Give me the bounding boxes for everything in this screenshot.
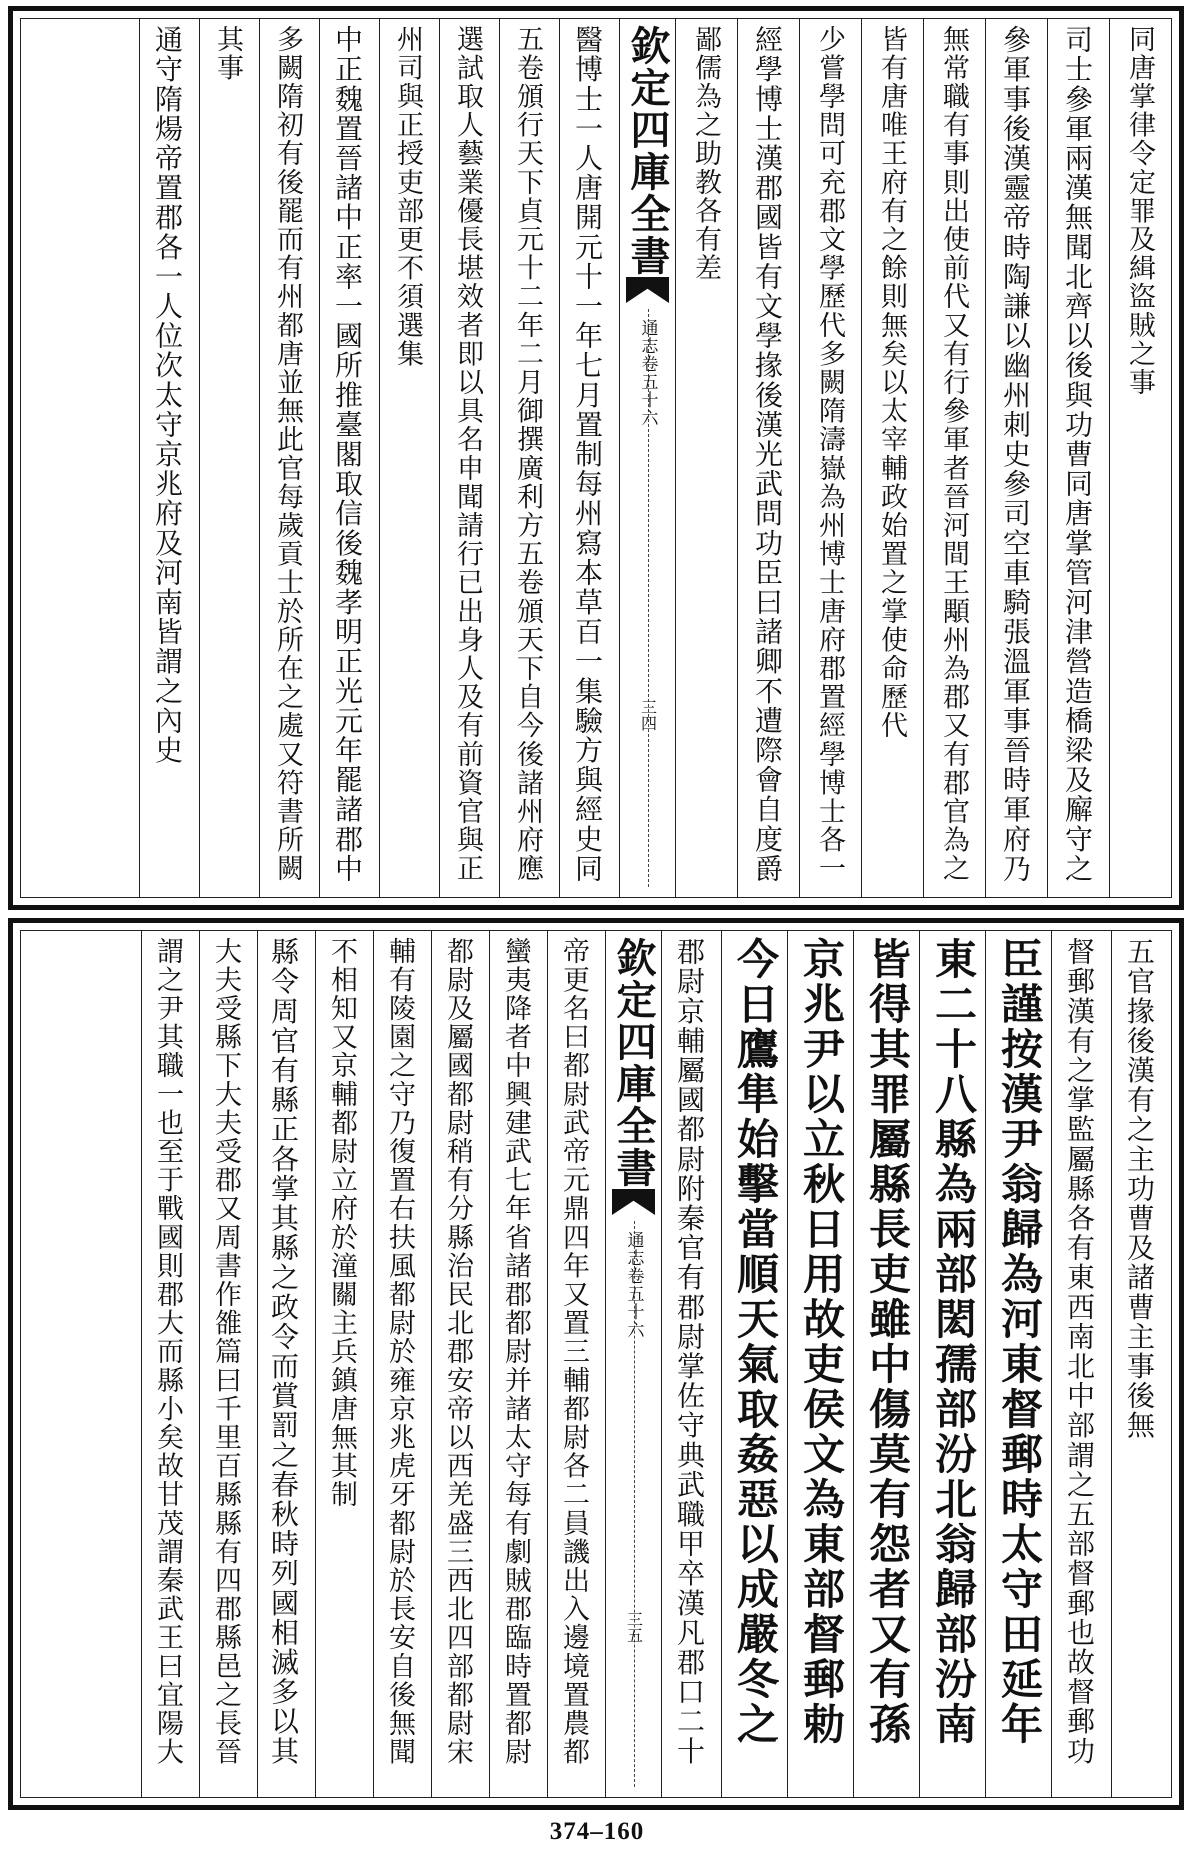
- text-column: 東二十八縣為兩部閎孺部汾北翁歸部汾南: [919, 931, 985, 1797]
- text-column: 通守隋煬帝置郡各一人位次太守京兆府及河南皆謂之內史: [139, 19, 199, 897]
- text-column: 醫博士一人唐開元十一年七月置制每州寫本草百一集驗方與經史同: [559, 19, 619, 897]
- text-column: 經學博士漢郡國皆有文學掾後漢光武問功臣曰諸卿不遭際會自度爵: [737, 19, 799, 897]
- text-column: 中正魏置晉諸中正率一國所推臺閣取信後魏孝明正光元年罷諸郡中: [319, 19, 379, 897]
- text-column: 參軍事後漢靈帝時陶謙以幽州刺史參司空車騎張溫軍事晉時軍府乃: [985, 19, 1047, 897]
- fishtail-mark-top: [612, 1189, 655, 1215]
- bottom-page: [8, 918, 1184, 1810]
- text-column: 同唐掌律令定罪及緝盜賊之事: [1109, 19, 1171, 897]
- leaf-number: 三五: [624, 1611, 644, 1643]
- text-column: 郡尉京輔屬國都尉附秦官有郡尉掌佐守典武職甲卒漢凡郡口二十: [661, 931, 721, 1797]
- text-column: 今日鷹隼始擊當順天氣取姦惡以成嚴冬之: [721, 931, 787, 1797]
- text-column: 五官掾後漢有之主功曹及諸曹主事後無: [1111, 931, 1171, 1797]
- text-column: 謂之尹其職一也至于戰國則郡大而縣小矣故甘茂謂秦武王曰宜陽大: [141, 931, 199, 1797]
- text-column: 其事: [199, 19, 259, 897]
- bottom-page-body: [20, 930, 1172, 1798]
- text-column: 多闕隋初有後罷而有州都唐並無此官每歲貢士於所在之處又符書所闕: [259, 19, 319, 897]
- text-column: 都尉及屬國都尉稍有分縣治民北郡安帝以西羌盛三西北四部都尉宋: [431, 931, 489, 1797]
- text-column: 皆得其罪屬縣長吏雖中傷莫有怨者又有孫: [853, 931, 919, 1797]
- page-number-footer: 374–160: [549, 1818, 645, 1845]
- book-title: 欽定四庫全書: [610, 937, 657, 1189]
- text-column: 五卷頒行天下貞元十二年二月御撰廣利方五卷頒天下自今後諸州府應: [499, 19, 559, 897]
- top-page-body: [20, 18, 1172, 898]
- text-column: 大夫受縣下大夫受郡又周書作雒篇曰千里百縣縣有四郡縣邑之長晉: [199, 931, 257, 1797]
- text-column: 無常職有事則出使前代又有行參軍者晉河間王顒州為郡又有郡官為之: [923, 19, 985, 897]
- text-column: 不相知又京輔都尉立府於潼關主兵鎮唐無其制: [315, 931, 373, 1797]
- text-column: 蠻夷降者中興建武七年省諸郡都尉并諸太守每有劇賊郡臨時置都尉: [489, 931, 547, 1797]
- text-column: 司士參軍兩漢無聞北齊以後與功曹同唐掌管河津營造橋梁及廨守之: [1047, 19, 1109, 897]
- text-column: 選試取人藝業優長堪效者即以具名申聞請行已出身人及有前資官與正: [439, 19, 499, 897]
- fishtail-mark-top: [626, 277, 669, 303]
- text-column: 帝更名曰都尉武帝元鼎四年又置三輔都尉各二員譏出入邊境置農都: [547, 931, 605, 1797]
- text-column: 督郵漢有之掌監屬縣各有東西南北中部謂之五部督郵也故督郵功: [1051, 931, 1111, 1797]
- book-title: 欽定四庫全書: [624, 25, 671, 277]
- leaf-number: 三四: [638, 699, 658, 731]
- text-column: 輔有陵園之守乃復置右扶風都尉於雍京兆虎牙都尉於長安自後無聞: [373, 931, 431, 1797]
- text-column: 縣令周官有縣正各掌其縣之政令而賞罰之春秋時列國相滅多以其: [257, 931, 315, 1797]
- text-column: 鄙儒為之助教各有差: [675, 19, 737, 897]
- text-column: 少嘗學問可充郡文學歷代多闕隋濤嶽為州博士唐府郡置經學博士各一: [799, 19, 861, 897]
- volume-label: 通志卷五十六: [623, 1231, 644, 1339]
- center-fold: [605, 931, 661, 1797]
- volume-label: 通志卷五十六: [637, 319, 658, 427]
- text-column: 皆有唐唯王府有之餘則無矣以太宰輔政始置之掌使命歷代: [861, 19, 923, 897]
- center-fold: [619, 19, 675, 897]
- text-column: 州司與正授吏部更不須選集: [379, 19, 439, 897]
- text-column: 京兆尹以立秋日用故吏侯文為東部督郵勅: [787, 931, 853, 1797]
- top-page: [8, 6, 1184, 910]
- text-column: 臣謹按漢尹翁歸為河東督郵時太守田延年: [985, 931, 1051, 1797]
